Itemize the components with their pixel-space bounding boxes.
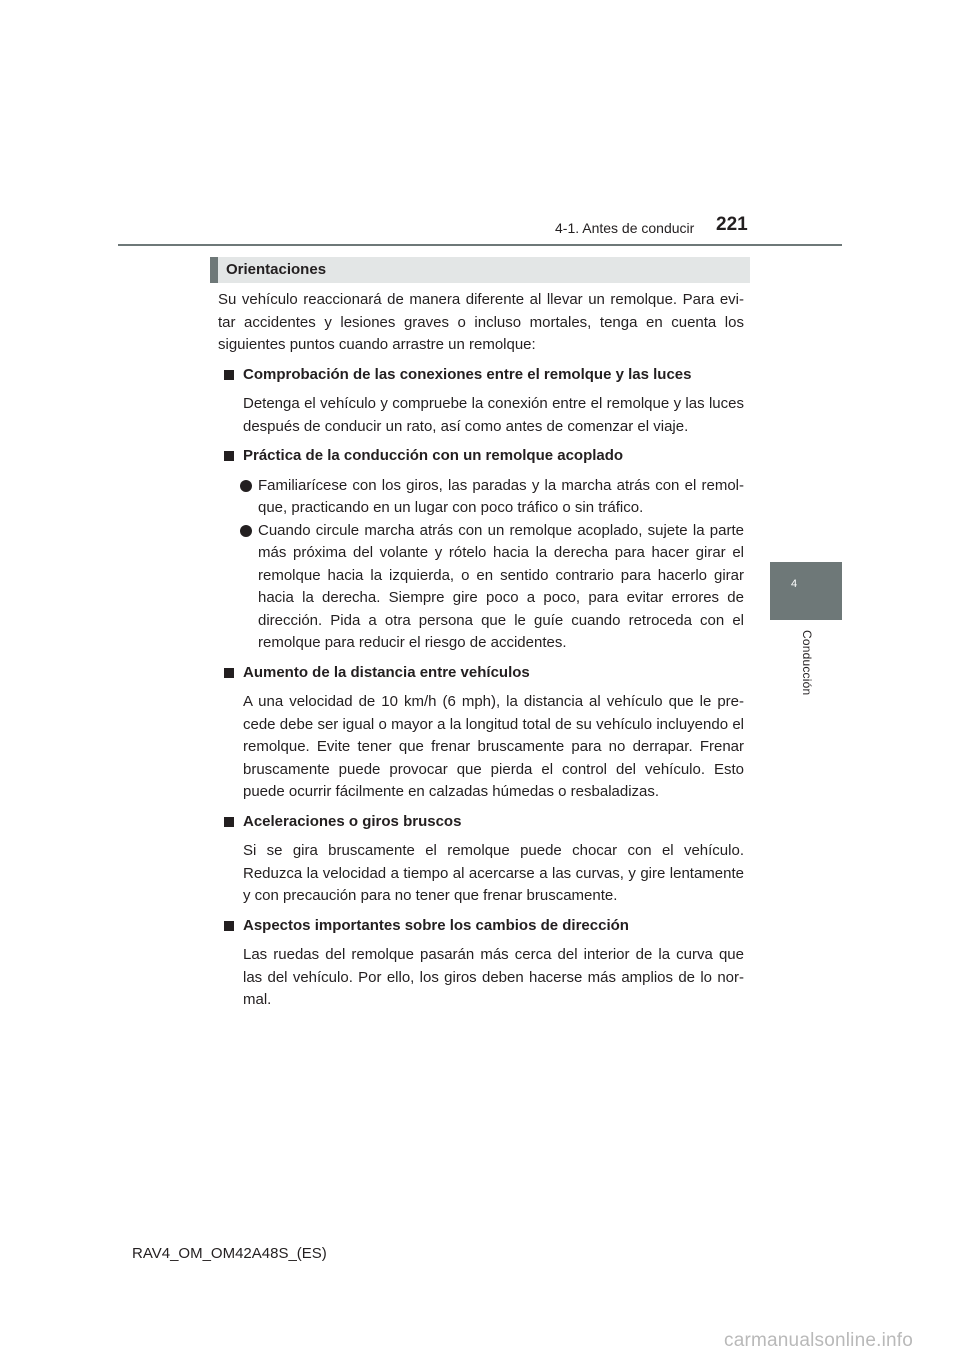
bullet-item [218,475,744,520]
section-title [218,364,744,387]
square-bullet-icon [224,817,234,827]
section-body: A una velocidad de 10 km/h (6 mph), la distancia al vehículo que le pre-cede debe ser igual o mayor a la longitud total de su vehículo incluyendo el remolque. Evite tener que frenar bruscamente para no derrapar. Frenar bruscamente puede provocar que pierda el control del vehículo. Esto puede ocurrir fácilmente en calzadas húmedas o resbaladizas. [243,693,744,800]
bullet-text: Familiarícese con los giros, las paradas y la marcha atrás con el remol-que, practicando en un lugar con poco tráfico o sin tráfico. [258,476,744,516]
page-number: 221 [716,214,748,235]
section-title-text: Aumento de la distancia entre vehículos [243,663,530,681]
round-bullet-icon [240,480,252,492]
side-tab [770,562,842,620]
section-title-text: Aceleraciones o giros bruscos [243,812,462,830]
section-title [218,915,744,938]
section-title [218,662,744,685]
square-bullet-icon [224,921,234,931]
section-title [218,811,744,834]
section-body: Las ruedas del remolque pasarán más cerca del interior de la curva que las del vehículo. Por ello, los giros deben hacerse más amplios de lo nor-mal. [243,946,744,1008]
round-bullet-icon [240,525,252,537]
bullet-text: Cuando circule marcha atrás con un remolque acoplado, sujete la parte más próxima del volante y rótelo hacia la derecha para hacer girar el remolque hacia la izquierda, o en sentido contrario para hacerlo girar hacia la derecha. Siempre gire poco a poco, para evitar errores de dirección. Pida a otra persona que le guíe cuando retroceda con el remolque para reducir el riesgo de accidentes. [258,521,744,651]
section-title-text: Comprobación de las conexiones entre el remolque y las luces [243,365,692,383]
section-title-text: Práctica de la conducción con un remolque acoplado [243,447,624,464]
guidelines-title: Orientaciones [226,261,327,278]
section-title-text: Aspectos importantes sobre los cambios de dirección [243,916,629,934]
guidelines-header [210,257,750,283]
content [218,289,744,1019]
square-bullet-icon [224,451,234,461]
section-title [218,445,744,468]
square-bullet-icon [224,668,234,678]
side-chapter-label: Conducción [800,630,814,696]
header-accent-bar [210,257,218,283]
section-body: Si se gira bruscamente el remolque puede chocar con el vehículo. Reduzca la velocidad a tiempo al acercarse a las curvas, y gire lentamente y con precaución para no tener que frenar bruscamente. [243,842,744,904]
bullet-item [218,520,744,655]
header-rule [118,244,842,246]
section-body: Detenga el vehículo y compruebe la conexión entre el remolque y las luces después de conducir un rato, así como antes de comenzar el viaje. [243,395,744,435]
square-bullet-icon [224,370,234,380]
intro-paragraph: Su vehículo reaccionará de manera diferente al llevar un remolque. Para evi-tar accidentes y lesiones graves o incluso mortales, tenga en cuenta los siguientes puntos cuando arrastre un remolque: [218,291,744,353]
document-code: RAV4_OM_OM42A48S_(ES) [132,1245,327,1262]
page-header-section: 4-1. Antes de conducir [555,220,695,236]
watermark: carmanualsonline.info [724,1330,914,1351]
side-tab-number: 4 [791,578,798,590]
